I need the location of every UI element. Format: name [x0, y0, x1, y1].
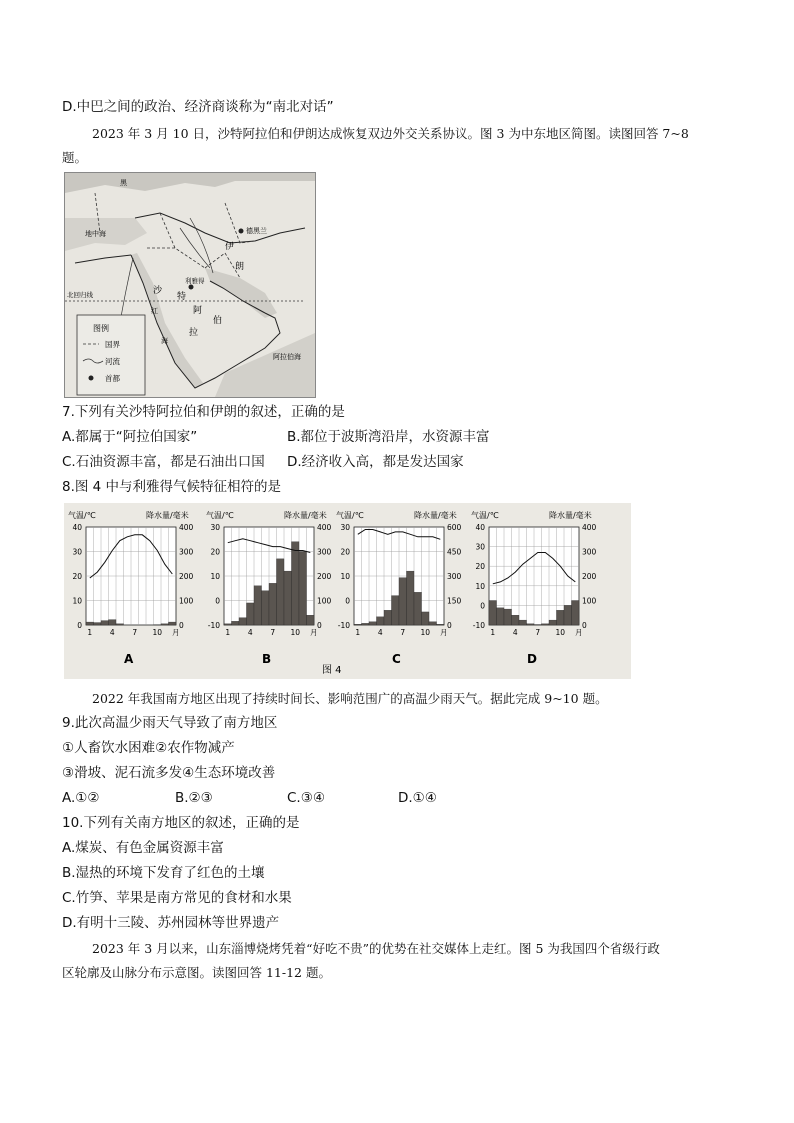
chart-c-x-tick: 1: [355, 628, 361, 637]
chart-a-x-tick: 1: [87, 628, 93, 637]
saudi-char-2: 特: [177, 292, 187, 302]
q9-statement-2: ③滑坡、泥石流多发④生态环境改善: [62, 765, 276, 781]
q9-option-c: C.③④: [287, 790, 325, 806]
chart-c-precip-bar: [369, 622, 377, 625]
legend-title: 图例: [93, 324, 109, 333]
chart-c-precip-bar: [384, 610, 392, 625]
chart-c-month-unit: 月: [440, 628, 448, 637]
chart-c-letter: C: [392, 652, 401, 666]
coast-north: [135, 213, 305, 243]
middle-east-map: [64, 172, 316, 398]
chart-c-x-tick: 4: [377, 628, 383, 637]
tehran-capital-dot: [239, 229, 244, 234]
chart-d-precip-tick: 0: [582, 621, 587, 630]
intro-7-8-line1: 2023 年 3 月 10 日，沙特阿拉伯和伊朗达成恢复双边外交关系协议。图 3 为中东地区简图。读图回答 7~8: [92, 126, 689, 141]
tropic-label: 北回归线: [67, 291, 93, 299]
chart-a-precip-tick: 0: [179, 621, 184, 630]
chart-b-precip-tick: 0: [317, 621, 322, 630]
legend-capital-label: 首都: [105, 374, 120, 383]
chart-c-temp-tick: 20: [340, 547, 350, 557]
chart-a-precip-bar: [86, 622, 94, 625]
iran-char-2: 朗: [235, 262, 245, 272]
tigris-euphrates-rivers: [180, 218, 213, 273]
q7-option-a: A.都属于“阿拉伯国家”: [62, 429, 198, 445]
chart-a-x-tick: 10: [152, 628, 163, 637]
chart-c-precip-bar: [377, 617, 385, 625]
chart-c-precip-tick: 300: [447, 572, 462, 581]
chart-c-precip-bar: [354, 624, 362, 625]
chart-d-precip-bar: [549, 620, 557, 625]
chart-b-precip-bar: [224, 624, 232, 625]
q9-option-a: A.①②: [62, 790, 100, 806]
chart-c-precip-tick: 0: [447, 621, 452, 630]
chart-b-precip-bar: [239, 618, 247, 625]
chart-d-precip-bar: [572, 601, 580, 626]
chart-d-temp-tick: 30: [475, 542, 485, 552]
chart-a-month-unit: 月: [172, 628, 180, 637]
chart-a-temp-tick: 40: [72, 523, 82, 532]
intro-11-12-line1: 2023 年 3 月以来，山东淄博烧烤凭着“好吃不贵”的优势在社交媒体上走红。图 5 为我国四个省级行政: [92, 941, 660, 956]
q9-option-b: B.②③: [175, 790, 213, 806]
saudi-char-1: 沙: [153, 286, 163, 296]
chart-d-precip-tick: 400: [582, 523, 597, 532]
riyadh-capital-dot: [189, 285, 194, 290]
chart-b-precip-bar: [284, 571, 292, 625]
chart-b-precip-tick: 200: [317, 572, 332, 581]
chart-c-precip-tick: 600: [447, 523, 462, 532]
legend-river-label: 河流: [105, 357, 120, 366]
intro-11-12-line2: 区轮廓及山脉分布示意图。读图回答 11-12 题。: [62, 965, 331, 980]
chart-c-temp-tick: 0: [345, 596, 350, 606]
chart-c-precip-bar: [407, 571, 415, 625]
chart-a-x-tick: 4: [109, 628, 115, 637]
chart-a-temp-tick: 20: [72, 572, 82, 581]
q9-option-d: D.①④: [398, 790, 437, 806]
chart-d-temp-tick: 10: [475, 581, 485, 591]
chart-b-temp-tick: 0: [215, 596, 220, 606]
q9-stem: 9.此次高温少雨天气导致了南方地区: [62, 715, 278, 731]
legend-border-label: 国界: [105, 340, 120, 349]
chart-a-temp-tick: 10: [72, 596, 82, 606]
climate-charts-figure: [64, 503, 631, 679]
chart-d-precip-bar: [519, 620, 527, 625]
chart-a-precip-bar: [116, 624, 124, 625]
chart-c-precip-bar: [399, 578, 407, 625]
chart-d-precip-bar: [497, 608, 505, 625]
chart-a-precip-tick: 300: [179, 547, 194, 557]
chart-a-precip-bar: [169, 622, 177, 625]
chart-b-x-tick: 10: [290, 628, 301, 637]
chart-b-precip-bar: [232, 621, 240, 625]
chart-c-x-tick: 7: [400, 628, 406, 637]
chart-b-x-tick: 1: [225, 628, 231, 637]
chart-c-precip-bar: [437, 624, 445, 625]
chart-c-temp-axis-label: 气温/℃: [336, 511, 364, 520]
chart-d-precip-bar: [489, 601, 497, 626]
map-legend-box: [77, 315, 145, 395]
chart-a-precip-axis-label: 降水量/毫米: [146, 511, 189, 520]
q8-stem: 8.图 4 中与利雅得气候特征相符的是: [62, 479, 282, 495]
chart-b-temp-tick: -10: [207, 621, 220, 630]
chart-d-precip-tick: 300: [582, 547, 597, 557]
q10-option-c: C.竹笋、苹果是南方常见的食材和水果: [62, 890, 292, 906]
q6-option-d: D.中巴之间的政治、经济商谈称为“南北对话”: [62, 99, 334, 115]
red-sea-label: 红: [151, 307, 158, 315]
chart-a-temp-tick: 30: [72, 547, 82, 557]
chart-d-x-tick: 10: [555, 628, 566, 637]
chart-d-month-unit: 月: [575, 628, 583, 637]
q7-option-b: B.都位于波斯湾沿岸，水资源丰富: [287, 429, 490, 445]
chart-d-precip-tick: 100: [582, 596, 597, 606]
chart-b-temp-axis-label: 气温/℃: [206, 511, 234, 520]
chart-b-precip-bar: [307, 615, 315, 625]
saudi-char-5: 伯: [213, 316, 223, 326]
chart-a-precip-tick: 400: [179, 523, 194, 532]
chart-a-temp-tick: 0: [77, 621, 82, 630]
chart-b-precip-bar: [299, 552, 307, 626]
chart-b-temp-tick: 20: [210, 547, 220, 557]
chart-b-precip-bar: [254, 586, 262, 625]
q9-statement-1: ①人畜饮水困难②农作物减产: [62, 740, 235, 756]
chart-d-precip-bar: [512, 615, 520, 625]
chart-b-x-tick: 4: [247, 628, 253, 637]
sea-char-label: 海: [161, 337, 168, 345]
chart-a-precip-bar: [109, 620, 117, 625]
chart-c-precip-axis-label: 降水量/毫米: [414, 511, 457, 520]
q10-stem: 10.下列有关南方地区的叙述，正确的是: [62, 815, 300, 831]
chart-d-precip-bar: [527, 624, 535, 625]
q10-option-b: B.湿热的环境下发育了红色的土壤: [62, 865, 265, 881]
saudi-char-4: 拉: [189, 328, 199, 338]
chart-d-precip-axis-label: 降水量/毫米: [549, 511, 592, 520]
chart-d-temp-tick: 20: [475, 562, 485, 572]
chart-d-temp-tick: 0: [480, 601, 485, 611]
chart-c-precip-bar: [414, 592, 422, 625]
figure-4-caption: 图 4: [322, 665, 342, 676]
mediterranean-area: [65, 218, 147, 251]
chart-a-precip-bar: [161, 624, 169, 625]
chart-a-precip-bar: [94, 623, 102, 625]
chart-b-temp-tick: 10: [210, 572, 220, 581]
chart-c-temp-tick: -10: [337, 621, 350, 630]
intro-7-8-line2: 题。: [62, 150, 88, 165]
chart-d-temp-tick: 40: [475, 523, 485, 532]
persian-gulf-area: [205, 268, 277, 318]
climate-charts-svg: [64, 503, 631, 679]
q10-option-a: A.煤炭、有色金属资源丰富: [62, 840, 224, 856]
chart-d-x-tick: 7: [535, 628, 541, 637]
q7-option-c: C.石油资源丰富，都是石油出口国: [62, 454, 265, 470]
chart-b-x-tick: 7: [270, 628, 276, 637]
chart-a-letter: A: [124, 652, 134, 666]
chart-d-precip-tick: 200: [582, 572, 597, 581]
chart-c-precip-tick: 450: [447, 547, 462, 557]
tehran-label: 德黑兰: [246, 227, 267, 235]
nile-river: [120, 258, 133, 323]
chart-b-precip-tick: 400: [317, 523, 332, 532]
chart-c-precip-bar: [362, 623, 370, 625]
riyadh-label: 利雅得: [185, 277, 205, 285]
chart-a-precip-tick: 200: [179, 572, 194, 581]
chart-b-month-unit: 月: [310, 628, 318, 637]
chart-c-temp-tick: 10: [340, 572, 350, 581]
q10-option-d: D.有明十三陵、苏州园林等世界遗产: [62, 915, 280, 931]
chart-d-precip-bar: [542, 624, 550, 625]
chart-b-temp-tick: 30: [210, 523, 220, 532]
saudi-char-3: 阿: [193, 306, 203, 316]
chart-b-precip-bar: [247, 603, 255, 625]
chart-b-precip-bar: [262, 591, 270, 625]
chart-b-precip-tick: 300: [317, 547, 332, 557]
chart-c-precip-bar: [422, 612, 430, 625]
chart-a-x-tick: 7: [132, 628, 138, 637]
q7-option-d: D.经济收入高，都是发达国家: [287, 454, 464, 470]
chart-b-letter: B: [262, 652, 272, 666]
chart-d-temp-tick: -10: [472, 621, 485, 630]
arabian-sea-label: 阿拉伯海: [273, 353, 301, 361]
chart-d-x-tick: 1: [490, 628, 496, 637]
chart-d-letter: D: [527, 652, 537, 666]
chart-c-precip-bar: [392, 596, 400, 625]
chart-b-precip-tick: 100: [317, 596, 332, 606]
chart-d-precip-bar: [564, 605, 572, 625]
chart-c-temp-tick: 30: [340, 523, 350, 532]
chart-c-x-tick: 10: [420, 628, 431, 637]
chart-a-precip-bar: [101, 621, 109, 625]
chart-a-temp-axis-label: 气温/℃: [68, 511, 96, 520]
chart-b-precip-axis-label: 降水量/毫米: [284, 511, 327, 520]
coast-africa: [75, 255, 131, 263]
chart-c-precip-tick: 150: [447, 596, 462, 606]
intro-9-10: 2022 年我国南方地区出现了持续时间长、影响范围广的高温少雨天气。据此完成 9~10 题。: [92, 691, 608, 706]
black-sea-area: [65, 173, 315, 193]
iran-char-1: 伊: [225, 242, 235, 252]
chart-d-precip-bar: [557, 610, 565, 625]
chart-d-precip-bar: [504, 609, 512, 625]
chart-b-precip-bar: [292, 542, 300, 625]
map-svg: [65, 173, 315, 397]
chart-c-precip-bar: [429, 622, 437, 625]
chart-a-precip-tick: 100: [179, 596, 194, 606]
chart-b-precip-bar: [269, 583, 277, 625]
chart-b-precip-bar: [277, 559, 285, 625]
q7-stem: 7.下列有关沙特阿拉伯和伊朗的叙述，正确的是: [62, 404, 345, 420]
legend-capital-symbol: [89, 376, 94, 381]
chart-d-temp-axis-label: 气温/℃: [471, 511, 499, 520]
mediterranean-label: 地中海: [85, 230, 106, 238]
arabian-sea-area: [215, 333, 315, 397]
chart-d-x-tick: 4: [512, 628, 518, 637]
black-sea-label: 黑: [120, 179, 127, 187]
